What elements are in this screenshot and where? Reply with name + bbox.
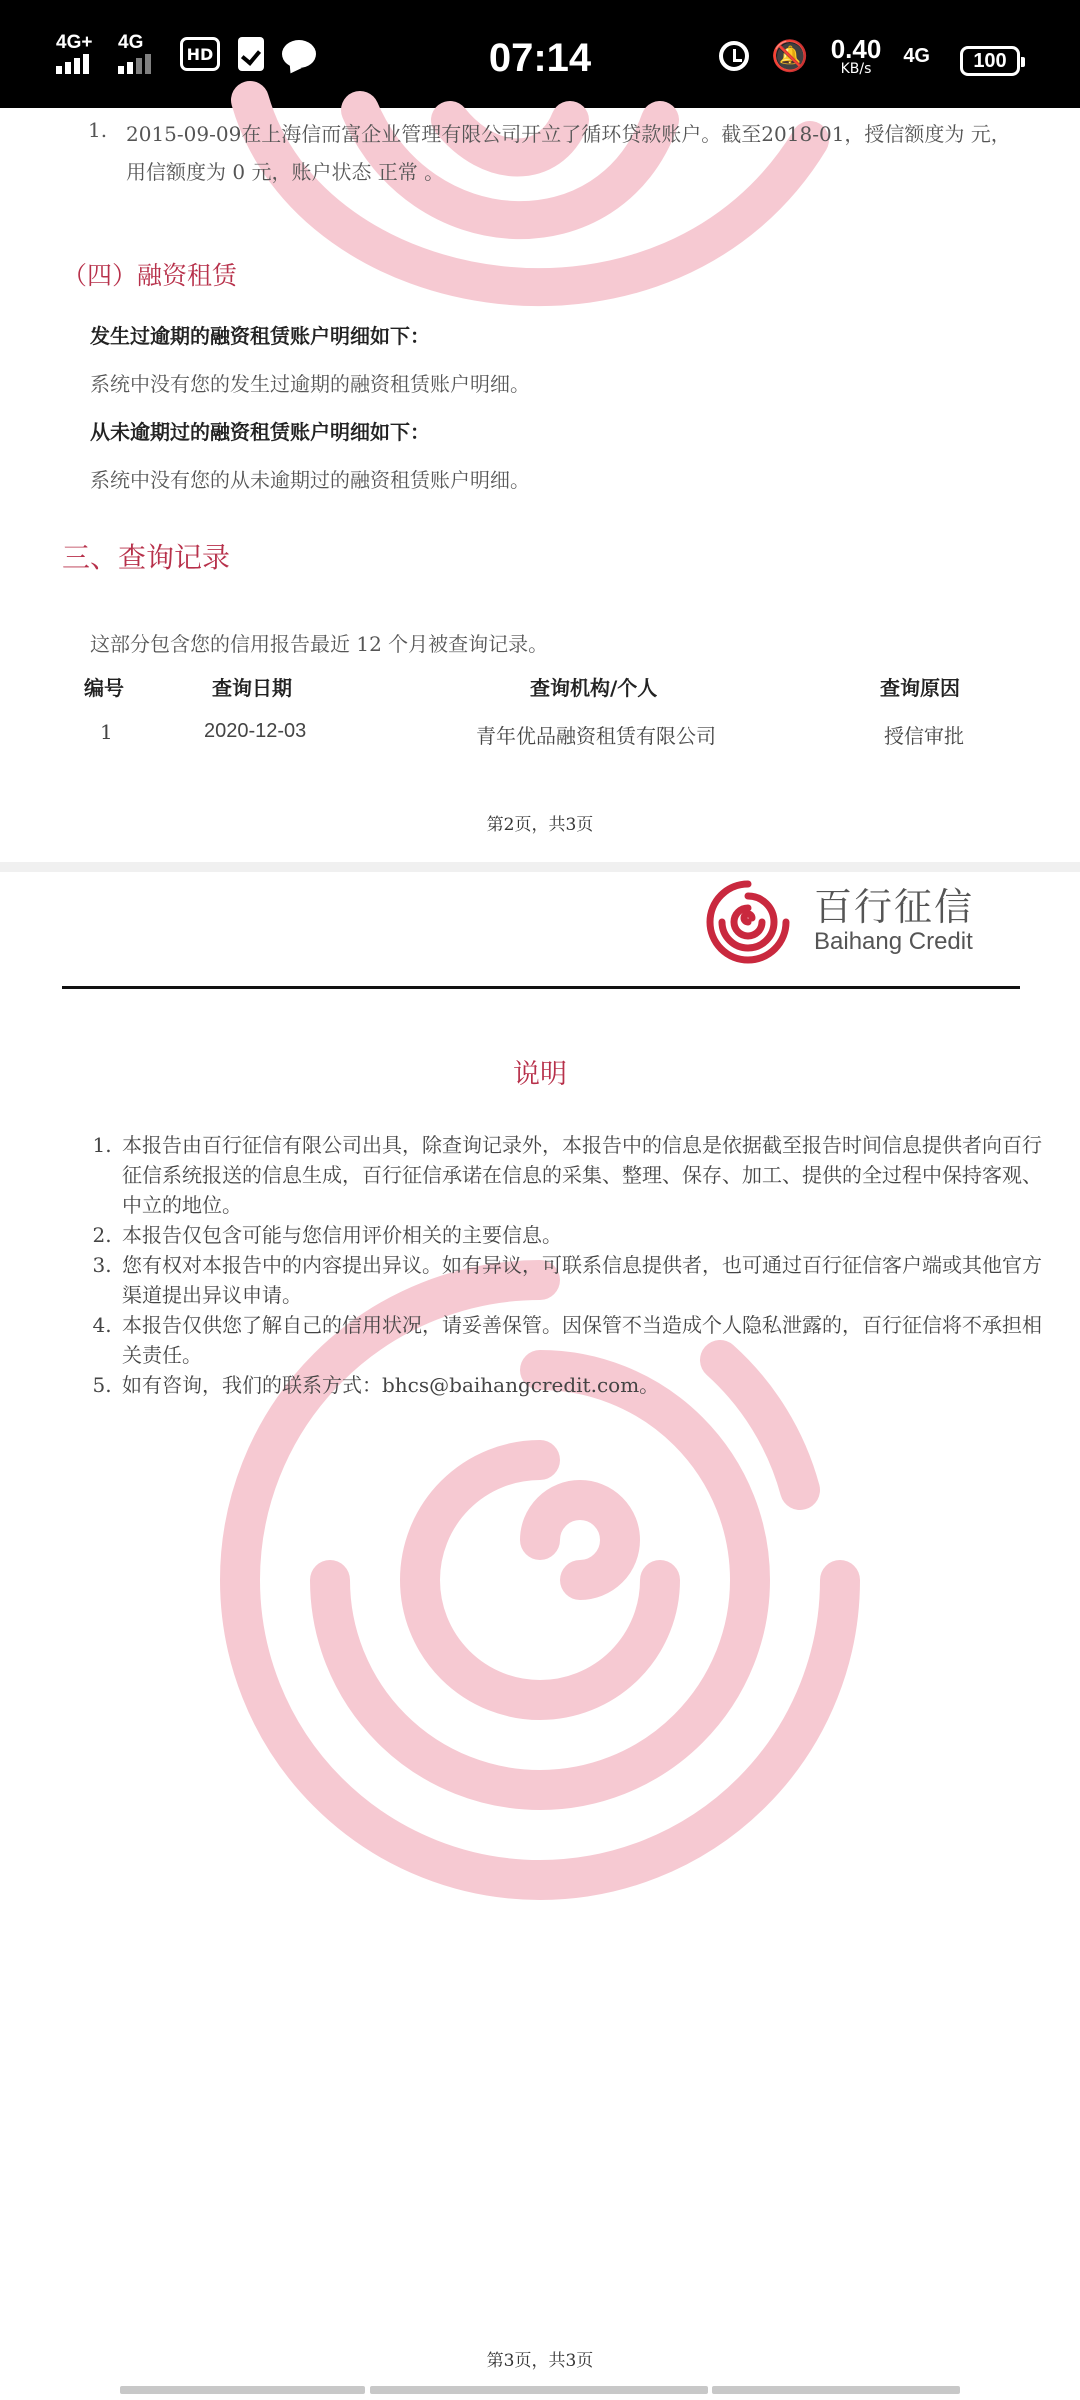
speed-value: 0.40 bbox=[830, 34, 882, 64]
list-item: 3. 您有权对本报告中的内容提出异议。如有异议，可联系信息提供者，也可通过百行征信客户端或其他官方渠道提出异议申请。 bbox=[118, 1250, 1048, 1310]
table-header-no: 编号 bbox=[84, 676, 124, 700]
table-cell-reason: 授信审批 bbox=[884, 724, 964, 748]
clock: 07:14 bbox=[488, 36, 592, 80]
page-number-3: 第3页，共3页 bbox=[486, 2351, 594, 2371]
page-number-2: 第2页，共3页 bbox=[486, 815, 594, 835]
account-item-line2: 用信额度为 0 元，账户状态 正常 。 bbox=[126, 160, 445, 184]
table-cell-date: 2020-12-03 bbox=[204, 720, 307, 742]
query-intro: 这部分包含您的信用报告最近 12 个月被查询记录。 bbox=[90, 632, 549, 656]
scroll-indicator-3 bbox=[712, 2386, 960, 2394]
list-item: 4. 本报告仅供您了解自己的信用状况，请妥善保管。因保管不当造成个人隐私泄露的，百行征信将不承担相关责任。 bbox=[118, 1310, 1048, 1370]
overdue-text: 系统中没有您的发生过逾期的融资租赁账户明细。 bbox=[90, 372, 530, 396]
never-overdue-text: 系统中没有您的从未逾期过的融资租赁账户明细。 bbox=[90, 468, 530, 492]
network-type-2: 4G bbox=[118, 32, 144, 53]
list-item: 2. 本报告仅包含可能与您信用评价相关的主要信息。 bbox=[118, 1220, 1048, 1250]
baihang-logo bbox=[702, 876, 982, 966]
table-header-institution: 查询机构/个人 bbox=[530, 676, 658, 700]
logo-en: Baihang Credit bbox=[814, 928, 973, 955]
leasing-heading: （四）融资租赁 bbox=[62, 261, 238, 290]
list-item: 5. 如有咨询，我们的联系方式：bhcs@baihangcredit.com。 bbox=[118, 1370, 1048, 1400]
notes-list bbox=[88, 1130, 1048, 1400]
logo-cn: 百行征信 bbox=[814, 885, 975, 929]
header-rule bbox=[62, 986, 1020, 989]
mute-bell-icon: 🔕 bbox=[771, 38, 809, 74]
scroll-indicator-2 bbox=[370, 2386, 708, 2394]
battery-icon: 100 bbox=[960, 46, 1020, 76]
speed-unit: KB/s bbox=[840, 61, 872, 77]
alarm-icon bbox=[719, 41, 749, 71]
baihang-swirl-icon bbox=[702, 876, 794, 968]
network-type-3: 4G bbox=[903, 44, 930, 67]
table-cell-no: 1 bbox=[100, 720, 113, 744]
table-cell-institution: 青年优品融资租赁有限公司 bbox=[476, 724, 716, 748]
table-header-reason: 查询原因 bbox=[880, 676, 960, 700]
notes-title: 说明 bbox=[513, 1059, 567, 1090]
query-records-heading: 三、查询记录 bbox=[62, 541, 231, 574]
list-item: 1. 本报告由百行征信有限公司出具，除查询记录外，本报告中的信息是依据截至报告时间信息提供者向百行征信系统报送的信息生成，百行征信承诺在信息的采集、整理、保存、加工、提供的全过程中保持客观、中立的地位。 bbox=[118, 1130, 1048, 1220]
hd-voice-icon: HD bbox=[180, 37, 220, 71]
account-item-line1: 2015-09-09在上海信而富企业管理有限公司开立了循环贷款账户。截至2018-01，授信额度为 元， bbox=[126, 122, 1011, 146]
account-item-number: 1. bbox=[88, 118, 108, 142]
table-header-date: 查询日期 bbox=[212, 676, 292, 700]
network-speed bbox=[831, 36, 882, 76]
scroll-indicator-1 bbox=[120, 2386, 365, 2394]
never-overdue-heading: 从未逾期过的融资租赁账户明细如下： bbox=[90, 420, 430, 444]
network-type-1: 4G+ bbox=[56, 32, 93, 53]
status-bar bbox=[0, 0, 1080, 108]
overdue-heading: 发生过逾期的融资租赁账户明细如下： bbox=[90, 324, 430, 348]
page-divider bbox=[0, 862, 1080, 872]
